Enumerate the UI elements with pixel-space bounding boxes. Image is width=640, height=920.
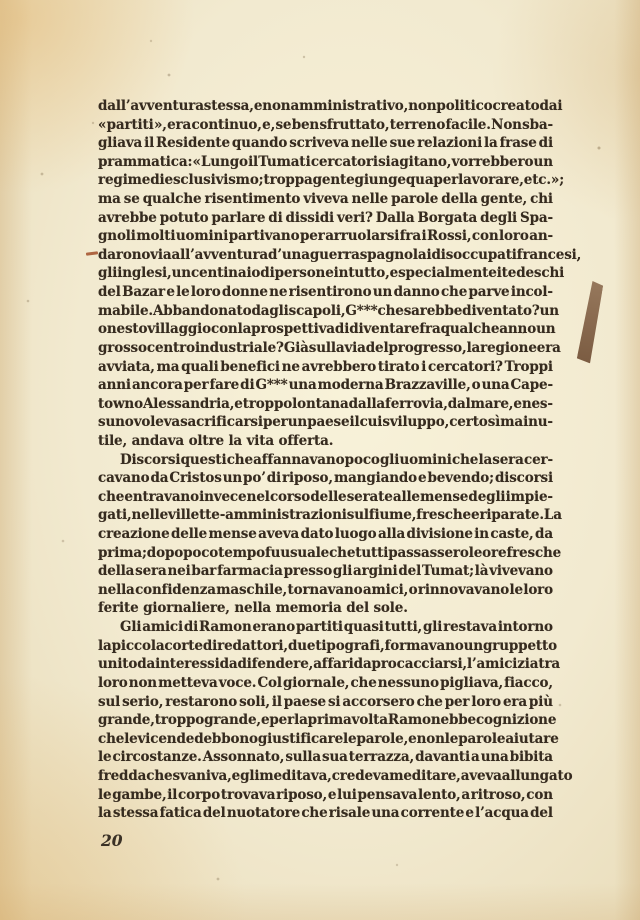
text-line: le gambe, il corpo trovava riposo, e lui pensava lento, a ritroso, con [98,786,553,803]
text-line: gati, nelle villette-amministrazioni sul fiume, fresche e riparate. La [98,507,562,524]
text-line: la piccola corte di redattori, due tipografi, formavano un gruppetto [98,637,557,654]
paragraph [98,451,562,618]
text-line: fredda che svaniva, egli meditava, credeva meditare, aveva allungato [98,767,573,784]
text-line: le circostanze. Assonnato, sulla sua terrazza, davanti a una bibita [98,749,553,766]
text-line: ferite giornaliere, nella memoria del sole. [98,600,408,617]
text-line: che le vicende debbono giustificare le parole, e non le parole aiutare [98,730,559,747]
text-line: del Bazar e le loro donne ne risentirono un danno che parve incol- [98,284,553,301]
text-line: la stessa fatica del nuotatore che risale una corrente e l’acqua del [98,805,553,822]
paragraph [98,618,573,823]
text-line: town o Alessandria, e troppo lontana dalla ferrovia, dal mare, e nes- [98,395,553,412]
text-line: avrebbe potuto parlare di dissidi veri? Dalla Borgata degli Spa- [98,209,553,226]
text-line: suno voleva sacrificarsi per un paese il cui sviluppo, certo sì ma inu- [98,414,553,431]
paper-scrap [576,280,603,363]
text-line: ma se qualche risentimento viveva nelle parole della gente, chi [98,191,553,208]
ink-mark [86,251,98,255]
text-line: loro non metteva voce. Col giornale, che nessuno pigliava, fiacco, [98,674,553,691]
paper-specks [0,0,2,2]
paragraph [98,97,582,451]
text-line: della sera nei bar farmacia presso gli argini del Tumat; là vivevano [98,563,553,580]
text-line: tile, andava oltre la vita offerta. [98,432,334,449]
text-line: anni ancora per fare di G*** una moderna Brazzaville, o una Cape- [98,377,553,394]
text-line: onesto villaggio con la prospettiva di diventare fra qualche anno un [98,321,556,338]
text-block [98,97,582,823]
text-line: Gli amici di Ramon erano partiti quasi tutti, gli restava intorno [120,619,553,636]
text-line: cavano da Cristos un po’ di riposo, mangiando e bevendo; discorsi [98,470,553,487]
text-line: nella confidenza maschile, tornavano amici, o rinnovavano le loro [98,581,553,598]
page-number: 20 [101,831,123,850]
text-line: creazione delle mense aveva dato luogo alla divisione in caste, da [98,526,553,543]
text-line: Discorsi questi che affannavano poco gli uomini che la sera cer- [120,451,553,468]
text-line: « partiti », era continuo, e, se ben sfruttato, terreno facile. Non sba- [98,116,553,133]
text-line: avviata, ma quali benefici ne avrebbero tirato i cercatori? Troppi [98,358,553,375]
text-line: unito da interessi da difendere, affari da procacciarsi, l’amicizia tra [98,656,561,673]
text-line: dall’avventura stessa, e non amministrativo, non politico creato dai [98,98,563,114]
text-line: grosso centro industriale? Già sulla via del progresso, la regione era [98,339,561,356]
text-line: gnoli molti uomini partivano per arruolarsi fra i Rossi, con loro an- [98,228,553,245]
text-line: grande, troppo grande, e per la prima volta Ramon ebbe cognizione [98,712,557,729]
text-line: darono via all’avventura d’una guerra spagnola i disoccupati francesi, [98,246,582,263]
text-line: che entravano invece nel corso delle serate alle mense degli impie- [98,488,553,505]
text-line: prima; dopo poco tempo fu usuale che tutti passassero le ore fresche [98,544,562,561]
text-line: sul serio, restarono soli, il paese si accorsero che per loro era più [98,693,553,710]
text-line: gliava il Residente quando scriveva nelle sue relazioni la frase di [98,135,553,152]
text-line: regime di esclusivismo; troppa gente giunge qua per lavorare, etc. »; [98,172,565,189]
text-line: prammatica: « Lungo il Tumat i cercatori si agitano, vorrebbero un [98,153,553,170]
text-line: mabile. Abbandonato dagli scapoli, G*** che sarebbe diventato? un [98,302,559,319]
text-line: gli inglesi, un centinaio di persone in tutto, e specialmente i tedeschi [98,265,565,282]
